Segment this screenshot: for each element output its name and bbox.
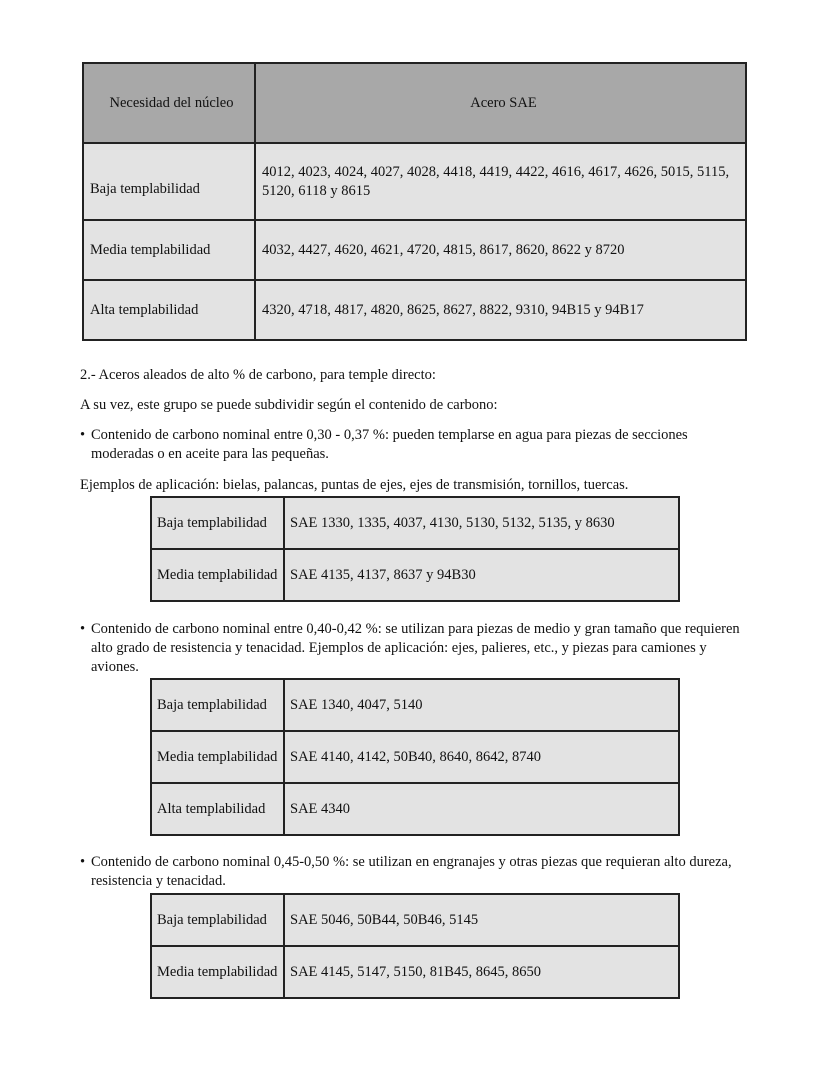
table-header-row [83, 63, 746, 143]
row-value: SAE 5046, 50B44, 50B46, 5145 [284, 894, 679, 946]
bullet-text: Contenido de carbono nominal 0,45-0,50 %: se utilizan en engranajes y otras piezas que requieran alto dureza, resistencia y tenacidad. [91, 854, 732, 889]
carbon-table-1 [150, 496, 680, 602]
table-row [151, 731, 679, 783]
row-label: Baja templabilidad [151, 497, 284, 549]
table-row [83, 220, 746, 280]
table-row [151, 783, 679, 835]
header-cell-steel: Acero SAE [255, 63, 746, 143]
bullet-symbol: • [80, 854, 86, 870]
row-value: 4032, 4427, 4620, 4621, 4720, 4815, 8617, 8620, 8622 y 8720 [255, 220, 746, 280]
table-row [151, 497, 679, 549]
row-label: Baja templabilidad [83, 143, 255, 220]
section-heading: 2.- Aceros aleados de alto % de carbono, para temple directo: [80, 367, 436, 383]
bullet-text: Contenido de carbono nominal entre 0,30 - 0,37 %: pueden templarse en agua para piezas de secciones moderadas o en aceite para las pequeñas. [91, 427, 688, 462]
row-label: Media templabilidad [83, 220, 255, 280]
row-label: Media templabilidad [151, 946, 284, 998]
bullet-symbol: • [80, 427, 86, 443]
row-label: Media templabilidad [151, 549, 284, 601]
section-intro: A su vez, este grupo se puede subdividir según el contenido de carbono: [80, 397, 498, 413]
row-value: SAE 4135, 4137, 8637 y 94B30 [284, 549, 679, 601]
examples-text: Ejemplos de aplicación: bielas, palancas, puntas de ejes, ejes de transmisión, tornillos, tuercas. [80, 477, 629, 493]
row-value: 4320, 4718, 4817, 4820, 8625, 8627, 8822, 9310, 94B15 y 94B17 [255, 280, 746, 340]
table-row [151, 946, 679, 998]
row-label: Baja templabilidad [151, 894, 284, 946]
table-row [83, 280, 746, 340]
row-value: SAE 1340, 4047, 5140 [284, 679, 679, 731]
row-label: Alta templabilidad [83, 280, 255, 340]
bullet-symbol: • [80, 621, 86, 637]
row-value: SAE 4140, 4142, 50B40, 8640, 8642, 8740 [284, 731, 679, 783]
carbon-table-2 [150, 678, 680, 836]
carbon-table-3 [150, 893, 680, 999]
row-label: Media templabilidad [151, 731, 284, 783]
row-value: SAE 4145, 5147, 5150, 81B45, 8645, 8650 [284, 946, 679, 998]
header-cell-core-need: Necesidad del núcleo [83, 63, 255, 143]
table-row [83, 143, 746, 220]
table-row [151, 894, 679, 946]
table-row [151, 549, 679, 601]
row-value: 4012, 4023, 4024, 4027, 4028, 4418, 4419, 4422, 4616, 4617, 4626, 5015, 5115, 5120, 6118 y 8615 [255, 143, 746, 220]
table-row [151, 679, 679, 731]
row-label: Baja templabilidad [151, 679, 284, 731]
hardenability-table [82, 62, 747, 341]
bullet-text: Contenido de carbono nominal entre 0,40-0,42 %: se utilizan para piezas de medio y gran tamaño que requieren alto grado de resistencia y tenacidad. Ejemplos de aplicación: ejes, palieres, etc., y piezas para camiones y aviones. [91, 621, 740, 675]
row-value: SAE 1330, 1335, 4037, 4130, 5130, 5132, 5135, y 8630 [284, 497, 679, 549]
row-value: SAE 4340 [284, 783, 679, 835]
row-label: Alta templabilidad [151, 783, 284, 835]
